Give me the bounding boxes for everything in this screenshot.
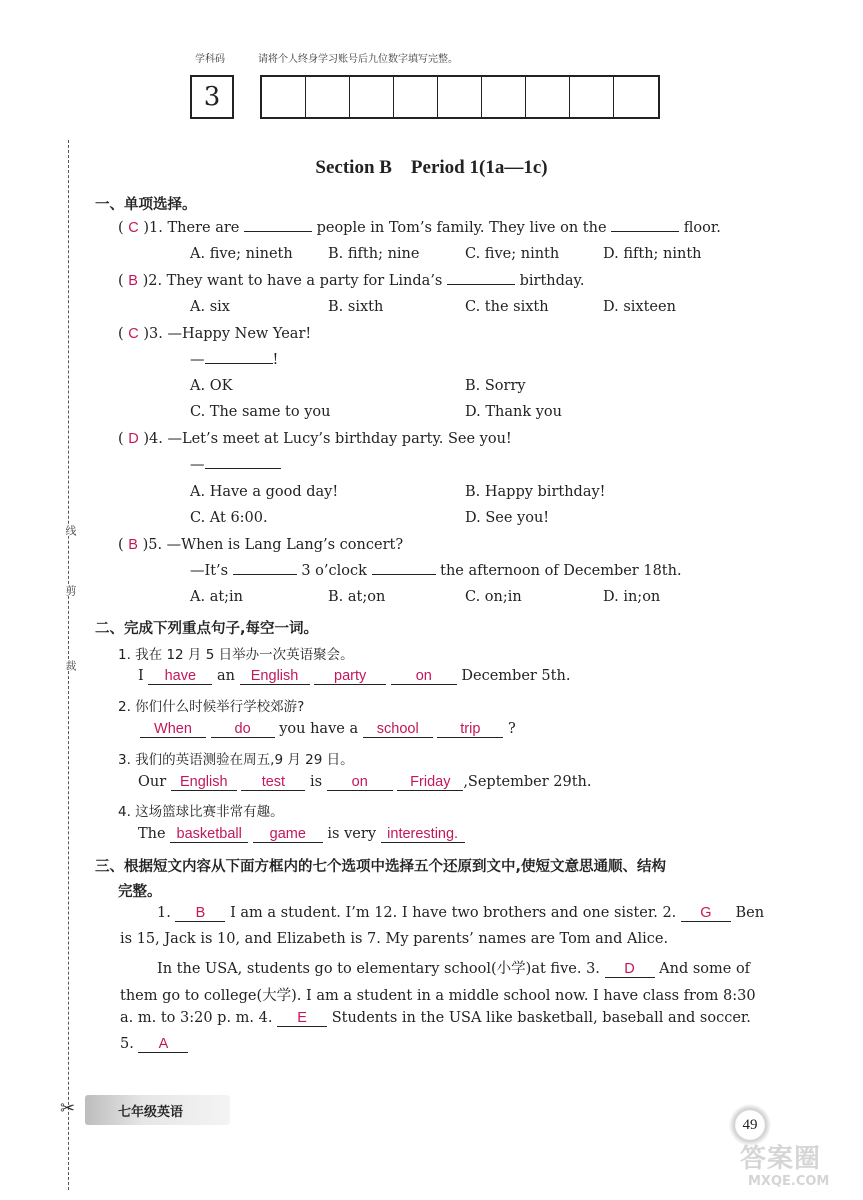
section2-heading: 二、完成下列重点句子,每空一词。	[95, 621, 319, 637]
digit-cell[interactable]	[262, 77, 306, 117]
q1-option-a: A. five; nineth	[190, 246, 293, 262]
q5-option-d: D. in;on	[603, 589, 661, 605]
q1-option-c: C. five; ninth	[465, 246, 560, 262]
q2-stem: ( B )2. They want to have a party for Linda’s birthday.	[118, 273, 585, 289]
q2-option-c: C. the sixth	[465, 299, 549, 315]
q2-answer: B	[128, 273, 138, 289]
scissors-icon: ✂	[60, 1098, 76, 1119]
side-mark-line: 线	[64, 525, 77, 536]
subject-code-box: 3	[190, 75, 234, 119]
q4-answer: D	[128, 431, 139, 447]
s2-english: When do you have a school trip ?	[140, 721, 516, 738]
s4-english: The basketball game is very interesting.	[138, 826, 465, 843]
q2-option-b: B. sixth	[328, 299, 384, 315]
q4-option-a: A. Have a good day!	[190, 484, 339, 500]
section3-heading-line2: 完整。	[118, 884, 162, 900]
s3-english: Our English test is on Friday ,September 29th.	[138, 774, 592, 790]
digit-cell[interactable]	[570, 77, 614, 117]
q2-option-d: D. sixteen	[603, 299, 676, 315]
q1-option-b: B. fifth; nine	[328, 246, 420, 262]
s3-chinese: 3. 我们的英语测验在周五,9 月 29 日。	[118, 752, 354, 768]
digit-cell[interactable]	[394, 77, 438, 117]
s4-chinese: 4. 这场篮球比赛非常有趣。	[118, 804, 284, 820]
q1-option-d: D. fifth; ninth	[603, 246, 702, 262]
digit-cell[interactable]	[306, 77, 350, 117]
q4-option-b: B. Happy birthday!	[465, 484, 606, 500]
digit-cell[interactable]	[526, 77, 570, 117]
q3-option-a: A. OK	[190, 378, 233, 394]
passage-line-6: 5. A	[120, 1036, 188, 1053]
section3-heading-line1: 三、根据短文内容从下面方框内的七个选项中选择五个还原到文中,使短文意思通顺、结构	[95, 859, 667, 875]
digit-cell[interactable]	[614, 77, 658, 117]
passage-line-5: a. m. to 3:20 p. m. 4. E Students in the USA like basketball, baseball and soccer.	[120, 1010, 751, 1026]
q3-answer: C	[128, 326, 139, 342]
q4-reply: —	[190, 457, 281, 473]
q3-option-c: C. The same to you	[190, 404, 331, 420]
account-instruction: 请将个人终身学习账号后九位数字填写完整。	[258, 54, 458, 65]
passage-line-1: 1. B I am a student. I’m 12. I have two brothers and one sister. 2. G Ben	[157, 905, 765, 921]
page-title: Section B Period 1(1a—1c)	[315, 157, 548, 178]
digit-cell[interactable]	[482, 77, 526, 117]
s2-chinese: 2. 你们什么时候举行学校郊游?	[118, 699, 305, 715]
side-mark-cut: 剪	[64, 585, 77, 596]
digit-cell[interactable]	[438, 77, 482, 117]
page-number: 49	[725, 1100, 775, 1150]
q5-stem: ( B )5. —When is Lang Lang’s concert?	[118, 537, 404, 553]
q4-option-d: D. See you!	[465, 510, 550, 526]
side-mark-trim: 裁	[64, 660, 77, 671]
digit-cell[interactable]	[350, 77, 394, 117]
q4-stem: ( D )4. —Let’s meet at Lucy’s birthday party. See you!	[118, 431, 512, 447]
q5-answer: B	[128, 537, 138, 553]
book-label: 七年级英语	[118, 1105, 184, 1120]
passage-line-3: In the USA, students go to elementary school(小学)at five. 3. D And some of	[157, 961, 751, 977]
passage-line-4: them go to college(大学). I am a student in a middle school now. I have class from 8:30	[120, 988, 756, 1004]
q3-reply: — !	[190, 352, 279, 368]
q5-option-c: C. on;in	[465, 589, 522, 605]
q3-option-d: D. Thank you	[465, 404, 562, 420]
s1-english: I have an English party on December 5th.	[138, 668, 571, 684]
q5-option-a: A. at;in	[190, 589, 244, 605]
subject-code-label: 学科码	[195, 54, 225, 65]
q2-option-a: A. six	[190, 299, 230, 315]
watermark-url: MXQE.COM	[748, 1174, 830, 1189]
watermark-logo: 答案圈	[740, 1144, 822, 1174]
q5-reply: —It’s 3 o’clock the afternoon of December 18th.	[190, 563, 682, 579]
s1-chinese: 1. 我在 12 月 5 日举办一次英语聚会。	[118, 647, 354, 663]
q3-stem: ( C )3. —Happy New Year!	[118, 326, 312, 342]
q5-option-b: B. at;on	[328, 589, 386, 605]
section1-heading: 一、单项选择。	[95, 197, 197, 213]
q1-answer: C	[128, 220, 139, 236]
q3-option-b: B. Sorry	[465, 378, 526, 394]
q1-stem: ( C )1. There are people in Tom’s family. They live on the floor.	[118, 220, 721, 236]
q4-option-c: C. At 6:00.	[190, 510, 268, 526]
passage-line-2: is 15, Jack is 10, and Elizabeth is 7. My parents’ names are Tom and Alice.	[120, 931, 669, 947]
account-digit-grid[interactable]	[260, 75, 660, 119]
